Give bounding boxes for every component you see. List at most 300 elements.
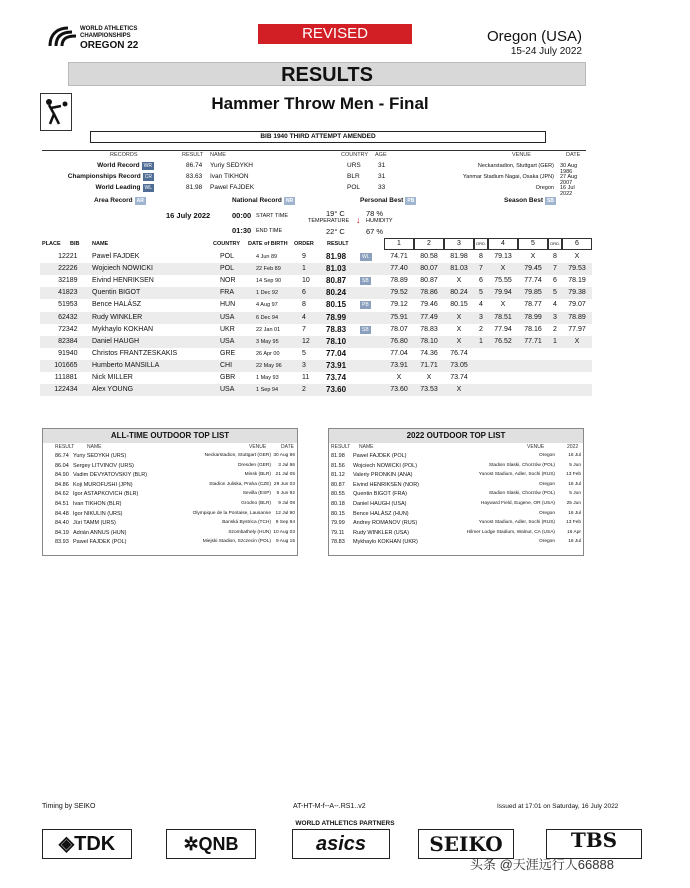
- attempt-3: X: [456, 337, 462, 345]
- season-name: Pawel FAJDEK (POL): [353, 453, 407, 459]
- partners-label: WORLD ATHLETICS PARTNERS: [295, 820, 395, 827]
- result-place: 12: [54, 386, 62, 394]
- season-col-venue: VENUE: [527, 444, 545, 450]
- competition-date: 16 July 2022: [166, 211, 211, 220]
- season-row: [329, 501, 583, 510]
- result-badge: SB: [362, 278, 369, 285]
- result-badge: PB: [362, 302, 369, 309]
- records-col-name: NAME: [210, 152, 226, 158]
- season-venue: Stadion Slaski, Chorzów (POL): [488, 491, 555, 497]
- attempt-5: 79.85: [524, 289, 542, 297]
- result-name: Nick MILLER: [92, 374, 133, 381]
- season-result: 81.98: [331, 453, 345, 459]
- result-badge: SB: [362, 326, 369, 333]
- season-result: 79.99: [331, 520, 345, 527]
- season-venue: Yunost Stadium, Adler, Sochi (RUS): [478, 472, 555, 478]
- attempt-2: 78.10: [420, 337, 438, 345]
- result-bib: 2434: [62, 386, 78, 394]
- result-order: 7: [302, 325, 306, 333]
- result-dob: 4 Jun 89: [256, 254, 278, 260]
- result-dob: 22 Jan 01: [256, 326, 281, 333]
- record-row-wr: [42, 162, 586, 175]
- result-order: 1: [302, 265, 306, 273]
- result-name: Pawel FAJDEK: [92, 253, 140, 260]
- result-bib: 2221: [62, 253, 78, 260]
- season-row: [329, 520, 583, 529]
- result-row: [40, 299, 592, 311]
- attempt-2: 79.46: [420, 301, 438, 309]
- attempt-4: X: [500, 301, 506, 309]
- record-result: 86.74: [186, 162, 203, 169]
- attempt-3: 80.24: [450, 289, 468, 297]
- attempt-4: 79.13: [494, 253, 512, 260]
- season-result: 80.18: [331, 501, 345, 507]
- alltime-name: Adrián ANNUS (HUN): [73, 529, 127, 536]
- result-row: [40, 263, 592, 275]
- result-bib: 1665: [62, 361, 78, 369]
- season-result: 81.12: [331, 472, 345, 479]
- legend-personal-best: Personal Best PB: [360, 197, 415, 204]
- alltime-venue: Neckarstadion, Stuttgart (GER): [204, 453, 271, 458]
- attempt-5: 78.99: [524, 313, 542, 321]
- logo-line-2: CHAMPIONSHIPS: [80, 33, 131, 39]
- logo-mark-icon: [46, 24, 78, 50]
- result-country: USA: [220, 337, 235, 345]
- season-name: Quentin BIGOT (FRA): [353, 491, 407, 498]
- result-name: Wojciech NOWICKI: [92, 265, 153, 273]
- attempt-6: X: [574, 253, 580, 260]
- alltime-venue: Grodno (BLR): [241, 501, 271, 506]
- season-venue: Oregon: [539, 539, 555, 545]
- venue-block: [470, 28, 582, 57]
- result-order: 3: [302, 361, 306, 369]
- attempt-3: 81.98: [450, 253, 468, 260]
- record-row-cr: [42, 173, 586, 186]
- alltime-date: 6 Jun 92: [276, 491, 295, 497]
- attempt-2: 71.71: [420, 361, 438, 369]
- alltime-result: 84.48: [55, 510, 69, 517]
- issued-timestamp: Issued at 17:01 on Saturday, 16 July 2022: [497, 803, 619, 810]
- attempt-2: X: [426, 374, 432, 381]
- attempt-5: 77.71: [524, 337, 542, 345]
- record-name: Pawel FAJDEK: [210, 184, 255, 191]
- alltime-date: 12 Jul 90: [275, 510, 295, 516]
- col-attempt-1: 1: [384, 238, 414, 250]
- result-dob: 1 Dec 92: [256, 290, 279, 297]
- logo-line-1: WORLD ATHLETICS: [80, 26, 138, 32]
- alltime-date: 3 Jul 86: [278, 462, 295, 468]
- alltime-venue: Banská Bystrica (TCH): [222, 520, 271, 526]
- attempt-1: 76.80: [390, 337, 408, 345]
- attempt-6: 79.53: [568, 265, 586, 273]
- col-attempt-3: 3: [444, 238, 474, 250]
- legend-season-best: Season Best SB: [504, 197, 554, 204]
- attempt-3: 80.15: [450, 301, 468, 309]
- attempt-1: 78.07: [390, 325, 408, 333]
- legend-national-record: National Record NR: [232, 197, 294, 204]
- col-order: ORDER: [294, 241, 314, 247]
- season-date: 5 Jun: [569, 491, 581, 497]
- result-country: POL: [220, 253, 235, 260]
- result-name: Humberto MANSILLA: [92, 361, 160, 369]
- sponsor-tbs-logo: TBS: [546, 829, 642, 859]
- season-venue: Oregon: [539, 453, 555, 458]
- attempt-1: 79.12: [390, 301, 408, 309]
- alltime-result: 84.40: [55, 520, 69, 527]
- result-order: 4: [302, 313, 306, 321]
- result-order: 11: [302, 374, 310, 381]
- result-bib: 1953: [62, 301, 78, 309]
- alltime-venue: Sevilla (ESP): [242, 491, 271, 497]
- attempt-2: 80.07: [420, 265, 438, 273]
- start-time: 00:00: [232, 211, 252, 220]
- attempt-5: 78.77: [524, 301, 542, 309]
- record-result: 83.63: [186, 173, 203, 180]
- attempt-6: X: [574, 337, 580, 345]
- result-place: 3: [58, 277, 62, 285]
- alltime-row: [43, 482, 297, 491]
- alltime-name: Ivan TIKHON (BLR): [73, 501, 122, 507]
- alltime-name: Jüri TAMM (URS): [73, 520, 116, 527]
- result-name: Christos FRANTZESKAKIS: [92, 349, 178, 357]
- order-after-3: 7: [479, 265, 483, 273]
- result-mark: 73.91: [326, 360, 347, 370]
- result-dob: 4 Aug 97: [256, 302, 278, 309]
- legend-area-record: Area Record AR: [94, 197, 144, 204]
- result-place: 6: [58, 313, 62, 321]
- alltime-result: 86.74: [55, 453, 69, 459]
- humidity-start: 78 %: [366, 209, 384, 218]
- col-order-3: ORD.: [548, 238, 562, 250]
- result-bib: 2226: [62, 265, 78, 273]
- alltime-date: 9 Jul 08: [278, 501, 295, 506]
- attempt-6: 78.19: [568, 277, 586, 285]
- attempt-4: 77.94: [494, 325, 512, 333]
- alltime-top-list: [42, 428, 298, 556]
- result-order: 6: [302, 289, 306, 297]
- alltime-name: Vadim DEVYATOVSKIY (BLR): [73, 472, 148, 479]
- watermark-text: 头条 @天涯远行人66888: [470, 857, 614, 872]
- attempt-5: 78.16: [524, 325, 542, 333]
- attempt-1: 73.91: [390, 361, 408, 369]
- result-dob: 22 Feb 89: [256, 266, 281, 273]
- result-row: [40, 312, 592, 324]
- end-time: 01:30: [232, 226, 252, 235]
- record-venue: Yanmar Stadium Nagai, Osaka (JPN): [463, 174, 554, 180]
- record-age: 33: [378, 184, 386, 191]
- attempt-3: 73.74: [450, 374, 468, 381]
- result-row: [40, 275, 592, 287]
- result-mark: 80.24: [326, 288, 347, 298]
- logo-line-3: OREGON 22: [80, 40, 139, 51]
- championship-dates: 15-24 July 2022: [510, 46, 582, 57]
- alltime-row: [43, 463, 297, 472]
- order-after-5: 7: [553, 265, 557, 273]
- attempt-5: X: [530, 253, 536, 260]
- attempt-3: X: [456, 386, 462, 394]
- results-heading: RESULTS: [68, 62, 586, 86]
- result-country: GRE: [220, 349, 236, 357]
- alltime-row: [43, 520, 297, 529]
- season-venue: Yunost Stadium, Adler, Sochi (RUS): [478, 520, 555, 526]
- result-bib: 1823: [62, 289, 78, 297]
- records-col-result: RESULT: [182, 152, 204, 158]
- result-row: [40, 360, 592, 372]
- alltime-col-result: RESULT: [55, 444, 75, 450]
- record-label: World Leading WL: [95, 184, 152, 191]
- record-result: 81.98: [186, 184, 203, 191]
- start-time-label: START TIME: [256, 213, 288, 219]
- order-after-3: 8: [479, 253, 483, 260]
- records-col-venue: VENUE: [512, 152, 531, 158]
- result-mark: 77.04: [326, 348, 347, 358]
- results-table-header: [40, 238, 592, 250]
- trend-arrow-icon: ↓: [356, 215, 361, 225]
- season-date: 16 Jul: [568, 481, 581, 487]
- season-result: 80.15: [331, 510, 345, 517]
- hammer-throw-pictogram-icon: [40, 93, 72, 131]
- record-country: POL: [347, 184, 361, 191]
- season-date: 25 Jun: [566, 501, 581, 506]
- alltime-row: [43, 491, 297, 500]
- result-place: 8: [58, 337, 62, 345]
- result-place: 5: [58, 301, 62, 309]
- alltime-col-venue: VENUE: [249, 444, 267, 450]
- result-name: Daniel HAUGH: [92, 337, 140, 345]
- season-col-name: NAME: [359, 444, 374, 450]
- humidity-end: 67 %: [366, 227, 384, 236]
- result-order: 9: [302, 253, 306, 260]
- sponsor-qnb-logo: ✲QNB: [166, 829, 256, 859]
- attempt-1: X: [396, 374, 402, 381]
- result-mark: 80.15: [326, 300, 347, 310]
- result-country: CHI: [220, 361, 233, 369]
- season-venue: Hayward Field, Eugene, OR (USA): [480, 501, 555, 506]
- season-name: Andrey ROMANOV (RUS): [353, 520, 418, 527]
- record-date: 30 Aug 1986: [560, 163, 578, 175]
- attempt-4: 78.51: [494, 313, 512, 321]
- alltime-date: 9 Aug 15: [276, 539, 295, 545]
- result-dob: 22 May 96: [256, 362, 282, 369]
- result-mark: 78.99: [326, 312, 347, 322]
- attempt-1: 78.89: [390, 277, 408, 285]
- result-name: Quentin BIGOT: [92, 289, 141, 297]
- season-row: [329, 530, 583, 539]
- result-place: 9: [58, 349, 62, 357]
- sponsor-seiko-logo: SEIKO: [418, 829, 514, 859]
- season-date: 16 Jul: [568, 539, 581, 545]
- result-bib: 2342: [62, 325, 78, 333]
- season-row: [329, 491, 583, 500]
- result-place: 2: [58, 265, 62, 273]
- result-name: Alex YOUNG: [92, 386, 134, 394]
- col-attempt-2: 2: [414, 238, 444, 250]
- order-after-5: 1: [553, 337, 557, 345]
- record-name: Yuriy SEDYKH: [210, 162, 253, 169]
- revised-banner: REVISED: [258, 24, 412, 44]
- result-country: USA: [220, 313, 235, 321]
- order-after-3: 3: [479, 313, 483, 321]
- attempt-1: 74.71: [390, 253, 408, 260]
- result-country: HUN: [220, 301, 236, 309]
- season-row: [329, 482, 583, 491]
- records-col-country: COUNTRY: [341, 152, 369, 158]
- record-legend: [42, 197, 586, 207]
- attempt-2: 80.58: [420, 253, 438, 260]
- temperature-label: TEMPERATURE: [308, 218, 350, 224]
- alltime-name: Igor NIKULIN (URS): [73, 510, 123, 517]
- season-date: 16 Jul: [568, 453, 581, 458]
- result-place: 7: [58, 325, 62, 333]
- result-dob: 3 May 95: [256, 338, 279, 345]
- venue-name: Oregon (USA): [486, 28, 582, 45]
- result-mark: 73.74: [326, 373, 347, 382]
- timing-credit: Timing by SEIKO: [42, 803, 96, 810]
- result-bib: 1940: [62, 349, 78, 357]
- attempt-2: 73.53: [420, 386, 438, 394]
- alltime-columns: [43, 444, 297, 452]
- attempt-5: 77.74: [524, 277, 542, 285]
- season-name: Mykhaylo KOKHAN (UKR): [353, 539, 418, 546]
- alltime-row: [43, 530, 297, 539]
- season-date: 16 Jul: [568, 510, 581, 516]
- result-bib: 1881: [62, 374, 78, 381]
- result-row: [40, 324, 592, 336]
- alltime-result: 84.51: [55, 501, 69, 507]
- attempt-3: 81.03: [450, 265, 468, 273]
- alltime-col-date: DATE: [281, 444, 294, 450]
- records-col-age: AGE: [375, 152, 387, 158]
- temperature-end: 22° C: [326, 227, 345, 236]
- record-country: URS: [347, 162, 361, 169]
- alltime-result: 84.90: [55, 472, 69, 479]
- season-row: [329, 511, 583, 520]
- season-col-result: RESULT: [331, 444, 351, 450]
- attempt-1: 77.40: [390, 265, 408, 273]
- result-dob: 26 Apr 00: [256, 350, 280, 357]
- order-after-3: 4: [479, 301, 483, 309]
- alltime-date: 30 Aug 86: [273, 453, 295, 458]
- document-id: AT-HT-M-f--A--.RS1..v2: [293, 803, 366, 810]
- alltime-venue: Olympique de la Pontaise, Lausanne: [192, 510, 271, 516]
- result-country: UKR: [220, 325, 235, 333]
- alltime-date: 9 Sep 84: [275, 520, 295, 526]
- season-name: Bence HALÁSZ (HUN): [353, 510, 409, 517]
- result-dob: 1 Sep 94: [256, 387, 279, 394]
- record-age: 31: [378, 173, 386, 180]
- result-row: [40, 372, 592, 384]
- alltime-row: [43, 539, 297, 548]
- season-row: [329, 539, 583, 548]
- result-name: Bence HALÁSZ: [92, 301, 142, 309]
- order-after-5: 8: [553, 253, 557, 260]
- col-country: COUNTRY: [213, 241, 240, 247]
- season-name: Eivind HENRIKSEN (NOR): [353, 481, 420, 488]
- attempt-6: 78.89: [568, 313, 586, 321]
- col-attempt-4: 4: [488, 238, 518, 250]
- alltime-row: [43, 453, 297, 462]
- season-date: 5 Jun: [569, 462, 581, 468]
- records-table: [42, 150, 586, 196]
- record-label: World Record WR: [97, 162, 152, 169]
- result-name: Rudy WINKLER: [92, 313, 143, 321]
- result-row: [40, 348, 592, 360]
- record-age: 31: [378, 162, 386, 169]
- result-mark: 78.83: [326, 324, 347, 334]
- record-row-wl: [42, 184, 586, 197]
- result-order: 10: [302, 277, 310, 285]
- col-name: NAME: [92, 241, 109, 247]
- end-time-label: END TIME: [256, 228, 283, 234]
- result-country: GBR: [220, 374, 236, 381]
- season-venue: Stadion Slaski, Chorzów (POL): [488, 462, 555, 468]
- alltime-date: 10 Aug 03: [273, 529, 295, 535]
- col-result: RESULT: [327, 241, 349, 247]
- attempt-3: X: [456, 313, 462, 321]
- order-after-5: 2: [553, 325, 557, 333]
- alltime-result: 86.04: [55, 462, 69, 469]
- season-result: 79.11: [331, 529, 345, 536]
- alltime-result: 84.86: [55, 481, 69, 488]
- result-bib: 2432: [62, 313, 78, 321]
- attempt-2: 78.83: [420, 325, 438, 333]
- record-venue: Oregon: [535, 185, 554, 191]
- result-mark: 78.10: [326, 336, 347, 346]
- alltime-date: 21 Jul 05: [275, 472, 295, 478]
- season-venue: Oregon: [539, 510, 555, 516]
- attempt-5: 79.45: [524, 265, 542, 273]
- record-country: BLR: [347, 173, 360, 180]
- season-result: 81.56: [331, 462, 345, 469]
- result-mark: 81.03: [326, 264, 347, 274]
- season-row: [329, 463, 583, 472]
- col-attempt-5: 5: [518, 238, 548, 250]
- sponsor-tdk-logo: ◈TDK: [42, 829, 132, 859]
- season-date: 16 Apr: [567, 529, 581, 535]
- order-after-3: 5: [479, 289, 483, 297]
- season-result: 80.55: [331, 491, 345, 498]
- alltime-name: Pawel FAJDEK (POL): [73, 539, 127, 546]
- humidity-label: HUMIDITY: [366, 218, 393, 224]
- attempt-3: X: [456, 277, 462, 285]
- result-row: [40, 336, 592, 348]
- season-venue: Hilmer Lodge Stadium, Walnut, CA (USA): [466, 529, 555, 535]
- result-order: 8: [302, 301, 306, 309]
- order-after-5: 5: [553, 289, 557, 297]
- result-dob: 1 May 93: [256, 375, 279, 381]
- result-order: 5: [302, 349, 306, 357]
- result-dob: 6 Dec 94: [256, 314, 279, 321]
- order-after-5: 3: [553, 313, 557, 321]
- order-after-5: 4: [553, 301, 557, 309]
- result-mark: 80.87: [326, 276, 347, 286]
- col-dob: DATE of BIRTH: [248, 241, 288, 247]
- result-bib: 2189: [62, 277, 78, 285]
- season-name: Daniel HAUGH (USA): [353, 501, 407, 507]
- sponsor-asics-logo: asics: [292, 829, 390, 859]
- attempt-3: 76.74: [450, 349, 468, 357]
- records-col-date: DATE: [566, 152, 581, 158]
- record-name: Ivan TIKHON: [210, 173, 249, 180]
- result-row: [40, 251, 592, 263]
- alltime-venue: Stadion Juliska, Praha (CZE): [209, 481, 271, 487]
- attempt-2: 78.86: [420, 289, 438, 297]
- alltime-venue: Dresden (GER): [237, 462, 271, 468]
- temperature-start: 19° C: [326, 209, 345, 218]
- attempt-1: 73.60: [390, 386, 408, 394]
- alltime-name: Igor ASTAPKOVICH (BLR): [73, 491, 139, 498]
- order-after-5: 6: [553, 277, 557, 285]
